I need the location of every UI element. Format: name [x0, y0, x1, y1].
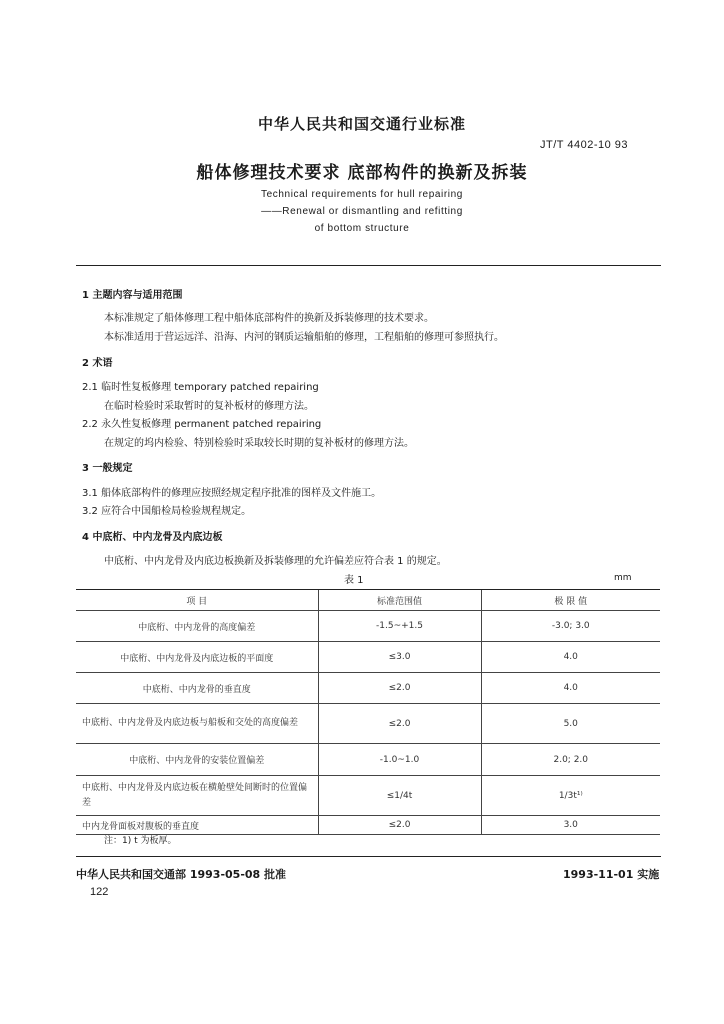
table-row	[76, 611, 660, 642]
row-standard: -1.5~+1.5	[318, 611, 481, 642]
term-2-1: 2.1 临时性复板修理 temporary patched repairing	[82, 382, 319, 393]
table-row	[76, 673, 660, 704]
row-item: 中底桁、中内龙骨的垂直度	[76, 673, 318, 704]
row-standard: ≤2.0	[318, 673, 481, 704]
row-standard: ≤1/4t	[318, 776, 481, 816]
tolerance-table	[76, 589, 660, 835]
english-title-line-3: of bottom structure	[314, 223, 410, 234]
row-limit: 1/3t¹⁾	[481, 776, 660, 816]
row-limit: 4.0	[481, 642, 660, 673]
row-item: 中底桁、中内龙骨的安装位置偏差	[76, 744, 318, 776]
section-2-heading: 2 术语	[82, 358, 113, 369]
clause-3-2: 3.2 应符合中国船检局检验规程规定。	[82, 506, 252, 517]
header-item: 项 目	[76, 590, 318, 611]
issuing-authority: 中华人民共和国交通行业标准	[257, 115, 466, 133]
approval-line: 中华人民共和国交通部 1993-05-08 批准	[76, 868, 287, 881]
english-title-line-1: Technical requirements for hull repairing	[261, 189, 463, 200]
row-item: 中底桁、中内龙骨的高度偏差	[76, 611, 318, 642]
document-title: 船体修理技术要求 底部构件的换新及拆装	[196, 163, 528, 183]
table-row	[76, 816, 660, 835]
row-item: 中底桁、中内龙骨及内底边板与船板和交处的高度偏差	[76, 704, 318, 744]
section-1-heading: 1 主题内容与适用范围	[82, 290, 183, 301]
row-limit: 5.0	[481, 704, 660, 744]
term-2-2: 2.2 永久性复板修理 permanent patched repairing	[82, 419, 322, 430]
section-1-paragraph-2: 本标准适用于营运远洋、沿海、内河的钢质运输船舶的修理，工程船舶的修理可参照执行。	[104, 332, 504, 343]
row-standard: ≤2.0	[318, 816, 481, 835]
row-limit: -3.0; 3.0	[481, 611, 660, 642]
row-item: 中底桁、中内龙骨及内底边板的平面度	[76, 642, 318, 673]
term-2-2-definition: 在规定的坞内检验、特别检验时采取较长时期的复补板材的修理方法。	[104, 438, 414, 449]
section-4-heading: 4 中底桁、中内龙骨及内底边板	[82, 532, 223, 543]
row-standard: ≤2.0	[318, 704, 481, 744]
row-limit: 3.0	[481, 816, 660, 835]
table-row	[76, 776, 660, 816]
header-divider	[76, 265, 661, 266]
row-limit: 4.0	[481, 673, 660, 704]
section-4-paragraph: 中底桁、中内龙骨及内底边板换新及拆装修理的允许偏差应符合表 1 的规定。	[104, 556, 447, 567]
row-limit: 2.0; 2.0	[481, 744, 660, 776]
table-caption: 表 1	[344, 575, 364, 586]
row-item: 中底桁、中内龙骨及内底边板在横舱壁处间断时的位置偏差	[76, 776, 318, 816]
table-row	[76, 704, 660, 744]
effective-date: 1993-11-01 实施	[563, 868, 660, 881]
header-standard-range: 标准范围值	[318, 590, 481, 611]
standard-number: JT/T 4402-10 93	[540, 139, 629, 151]
footer-divider	[76, 856, 661, 857]
table-row	[76, 744, 660, 776]
page-number: 122	[90, 886, 109, 898]
row-item: 中内龙骨面板对腹板的垂直度	[76, 816, 318, 835]
row-standard: -1.0~1.0	[318, 744, 481, 776]
clause-3-1: 3.1 船体底部构件的修理应按照经规定程序批准的图样及文件施工。	[82, 488, 382, 499]
section-1-paragraph-1: 本标准规定了船体修理工程中船体底部构件的换新及拆装修理的技术要求。	[104, 313, 434, 324]
header-limit-value: 极 限 值	[481, 590, 660, 611]
english-title-line-2: ——Renewal or dismantling and refitting	[261, 206, 463, 217]
table-header-row	[76, 590, 660, 611]
section-3-heading: 3 一般规定	[82, 463, 133, 474]
row-standard: ≤3.0	[318, 642, 481, 673]
table-unit: mm	[614, 573, 632, 583]
table-note: 注：1) t 为板厚。	[104, 836, 177, 846]
table-row	[76, 642, 660, 673]
term-2-1-definition: 在临时检验时采取暂时的复补板材的修理方法。	[104, 401, 314, 412]
